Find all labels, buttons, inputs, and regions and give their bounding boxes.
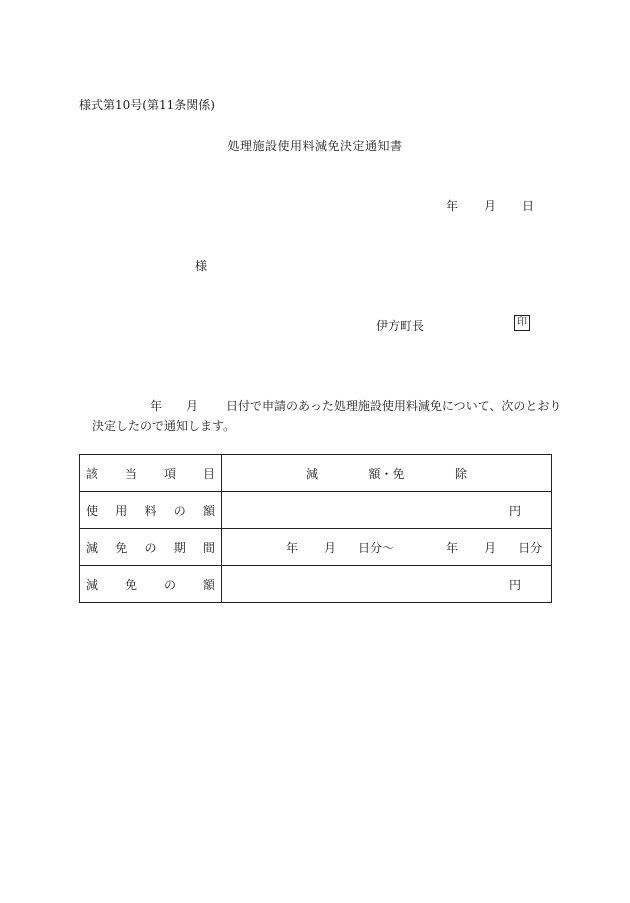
period-from-day: 日分〜 — [358, 540, 395, 555]
row-label-usage-fee: 使 用 料 の 額 — [80, 492, 222, 529]
usage-fee-value: 円 — [222, 492, 552, 529]
body-text-line1 — [150, 397, 561, 414]
body-text-line2: 決定したので通知します。 — [92, 419, 236, 433]
addressee-suffix: 様 — [195, 259, 208, 273]
period-from-month: 月 — [324, 540, 337, 555]
header-value-cell: 減 額・免 除 — [222, 455, 552, 492]
reduction-amount-value: 円 — [222, 566, 552, 603]
seal-mark: 印 — [514, 315, 530, 331]
row-label-period: 減 免 の 期 間 — [80, 529, 222, 566]
table-row — [80, 492, 552, 529]
period-to-year: 年 — [446, 540, 459, 555]
details-table — [79, 454, 552, 603]
document-title: 処理施設使用料減免決定通知書 — [227, 139, 403, 153]
body-line1-text: 日付で申請のあった処理施設使用料減免について、次のとおり — [226, 399, 562, 413]
issuer-name: 伊方町長 — [376, 319, 425, 333]
period-to-month: 月 — [484, 540, 497, 555]
date-day-label: 日 — [522, 199, 535, 213]
period-value — [222, 529, 552, 566]
table-header-row — [80, 455, 552, 492]
header-label-cell: 該 当 項 目 — [80, 455, 222, 492]
body-year-label: 年 — [150, 399, 163, 413]
issue-date — [446, 197, 534, 214]
row-label-reduction-amount: 減 免 の 額 — [80, 566, 222, 603]
table-row — [80, 529, 552, 566]
period-to-day: 日分 — [518, 540, 543, 555]
table-row — [80, 566, 552, 603]
form-number: 様式第10号(第11条関係) — [79, 98, 215, 112]
date-month-label: 月 — [484, 199, 497, 213]
period-from-year: 年 — [286, 540, 299, 555]
body-month-label: 月 — [186, 399, 199, 413]
date-year-label: 年 — [446, 199, 459, 213]
